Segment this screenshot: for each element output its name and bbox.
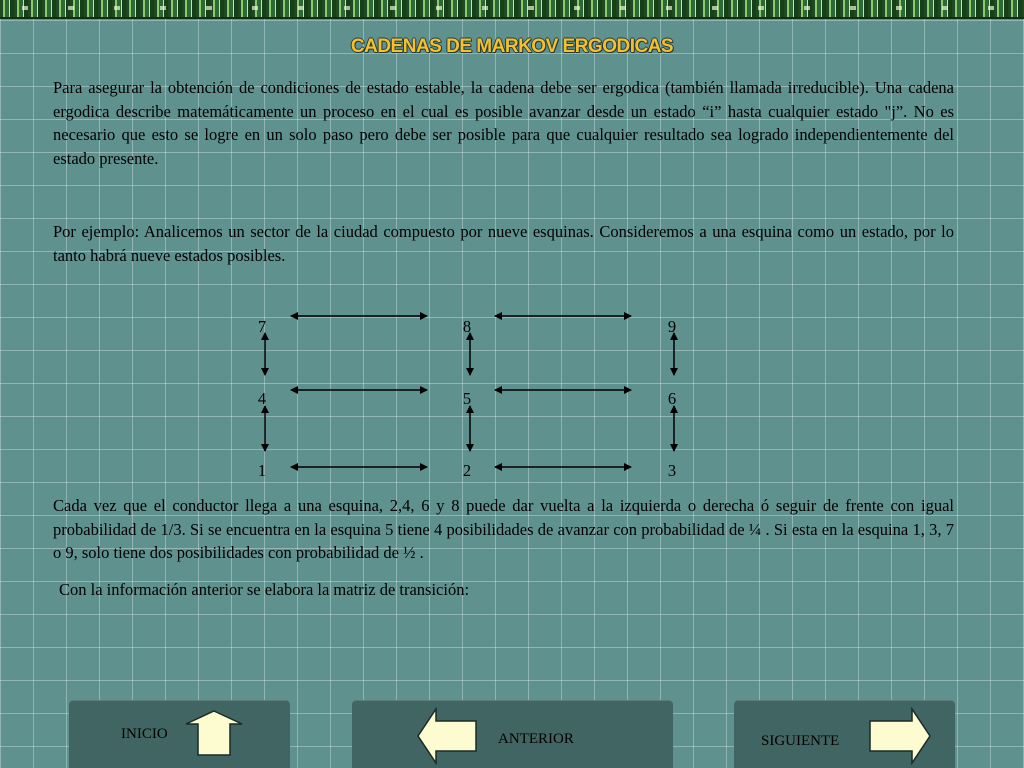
intro-paragraph: Para asegurar la obtención de condiciones de estado estable, la cadena debe ser ergodica (también llamada irreducible). Una cadena ergodica describe matemáticamente un proceso en el cual es posible avanzar desde un estado “i” hasta cualquier estado "j”. No es necesario que esto se logre en un solo paso pero debe ser posible para que cualquier resultado sea logrado independientemente del estado presente. [53,78,954,168]
corner-label-1: 1 [257,461,267,480]
example-paragraph: Por ejemplo: Analicemos un sector de la ciudad compuesto por nueve esquinas. Consideremos a una esquina como un estado, por lo tanto habrá nueve estados posibles. [53,222,954,265]
corner-label-8: 8 [462,317,472,336]
corner-label-6: 6 [667,389,677,408]
inicio-button[interactable] [69,700,290,768]
inicio-label: INICIO [121,726,168,742]
corner-label-5: 5 [462,389,472,408]
corner-label-2: 2 [462,461,472,480]
corner-label-9: 9 [667,317,677,336]
matrix-intro-paragraph: Con la información anterior se elabora la matriz de transición: [59,580,470,599]
right-arrow-icon [868,707,932,765]
siguiente-label: SIGUIENTE [761,733,840,749]
left-arrow-icon [416,707,478,765]
corner-label-7: 7 [257,317,267,336]
corner-label-4: 4 [257,389,267,408]
up-arrow-icon [185,710,243,756]
page-title: CADENAS DE MARKOV ERGODICAS [350,36,674,57]
anterior-label: ANTERIOR [498,731,574,747]
driver-paragraph: Cada vez que el conductor llega a una esquina, 2,4, 6 y 8 puede dar vuelta a la izquierda o derecha ó seguir de frente con igual probabilidad de 1/3. Si se encuentra en la esquina 5 tiene 4 posibilidades de avanzar con probabilidad de ¼ . Si esta en la esquina 1, 3, 7 o 9, solo tiene dos posibilidades con probabilidad de ½ . [53,496,954,562]
anterior-button[interactable] [352,700,673,768]
corner-label-3: 3 [667,461,677,480]
siguiente-button[interactable] [734,700,955,768]
